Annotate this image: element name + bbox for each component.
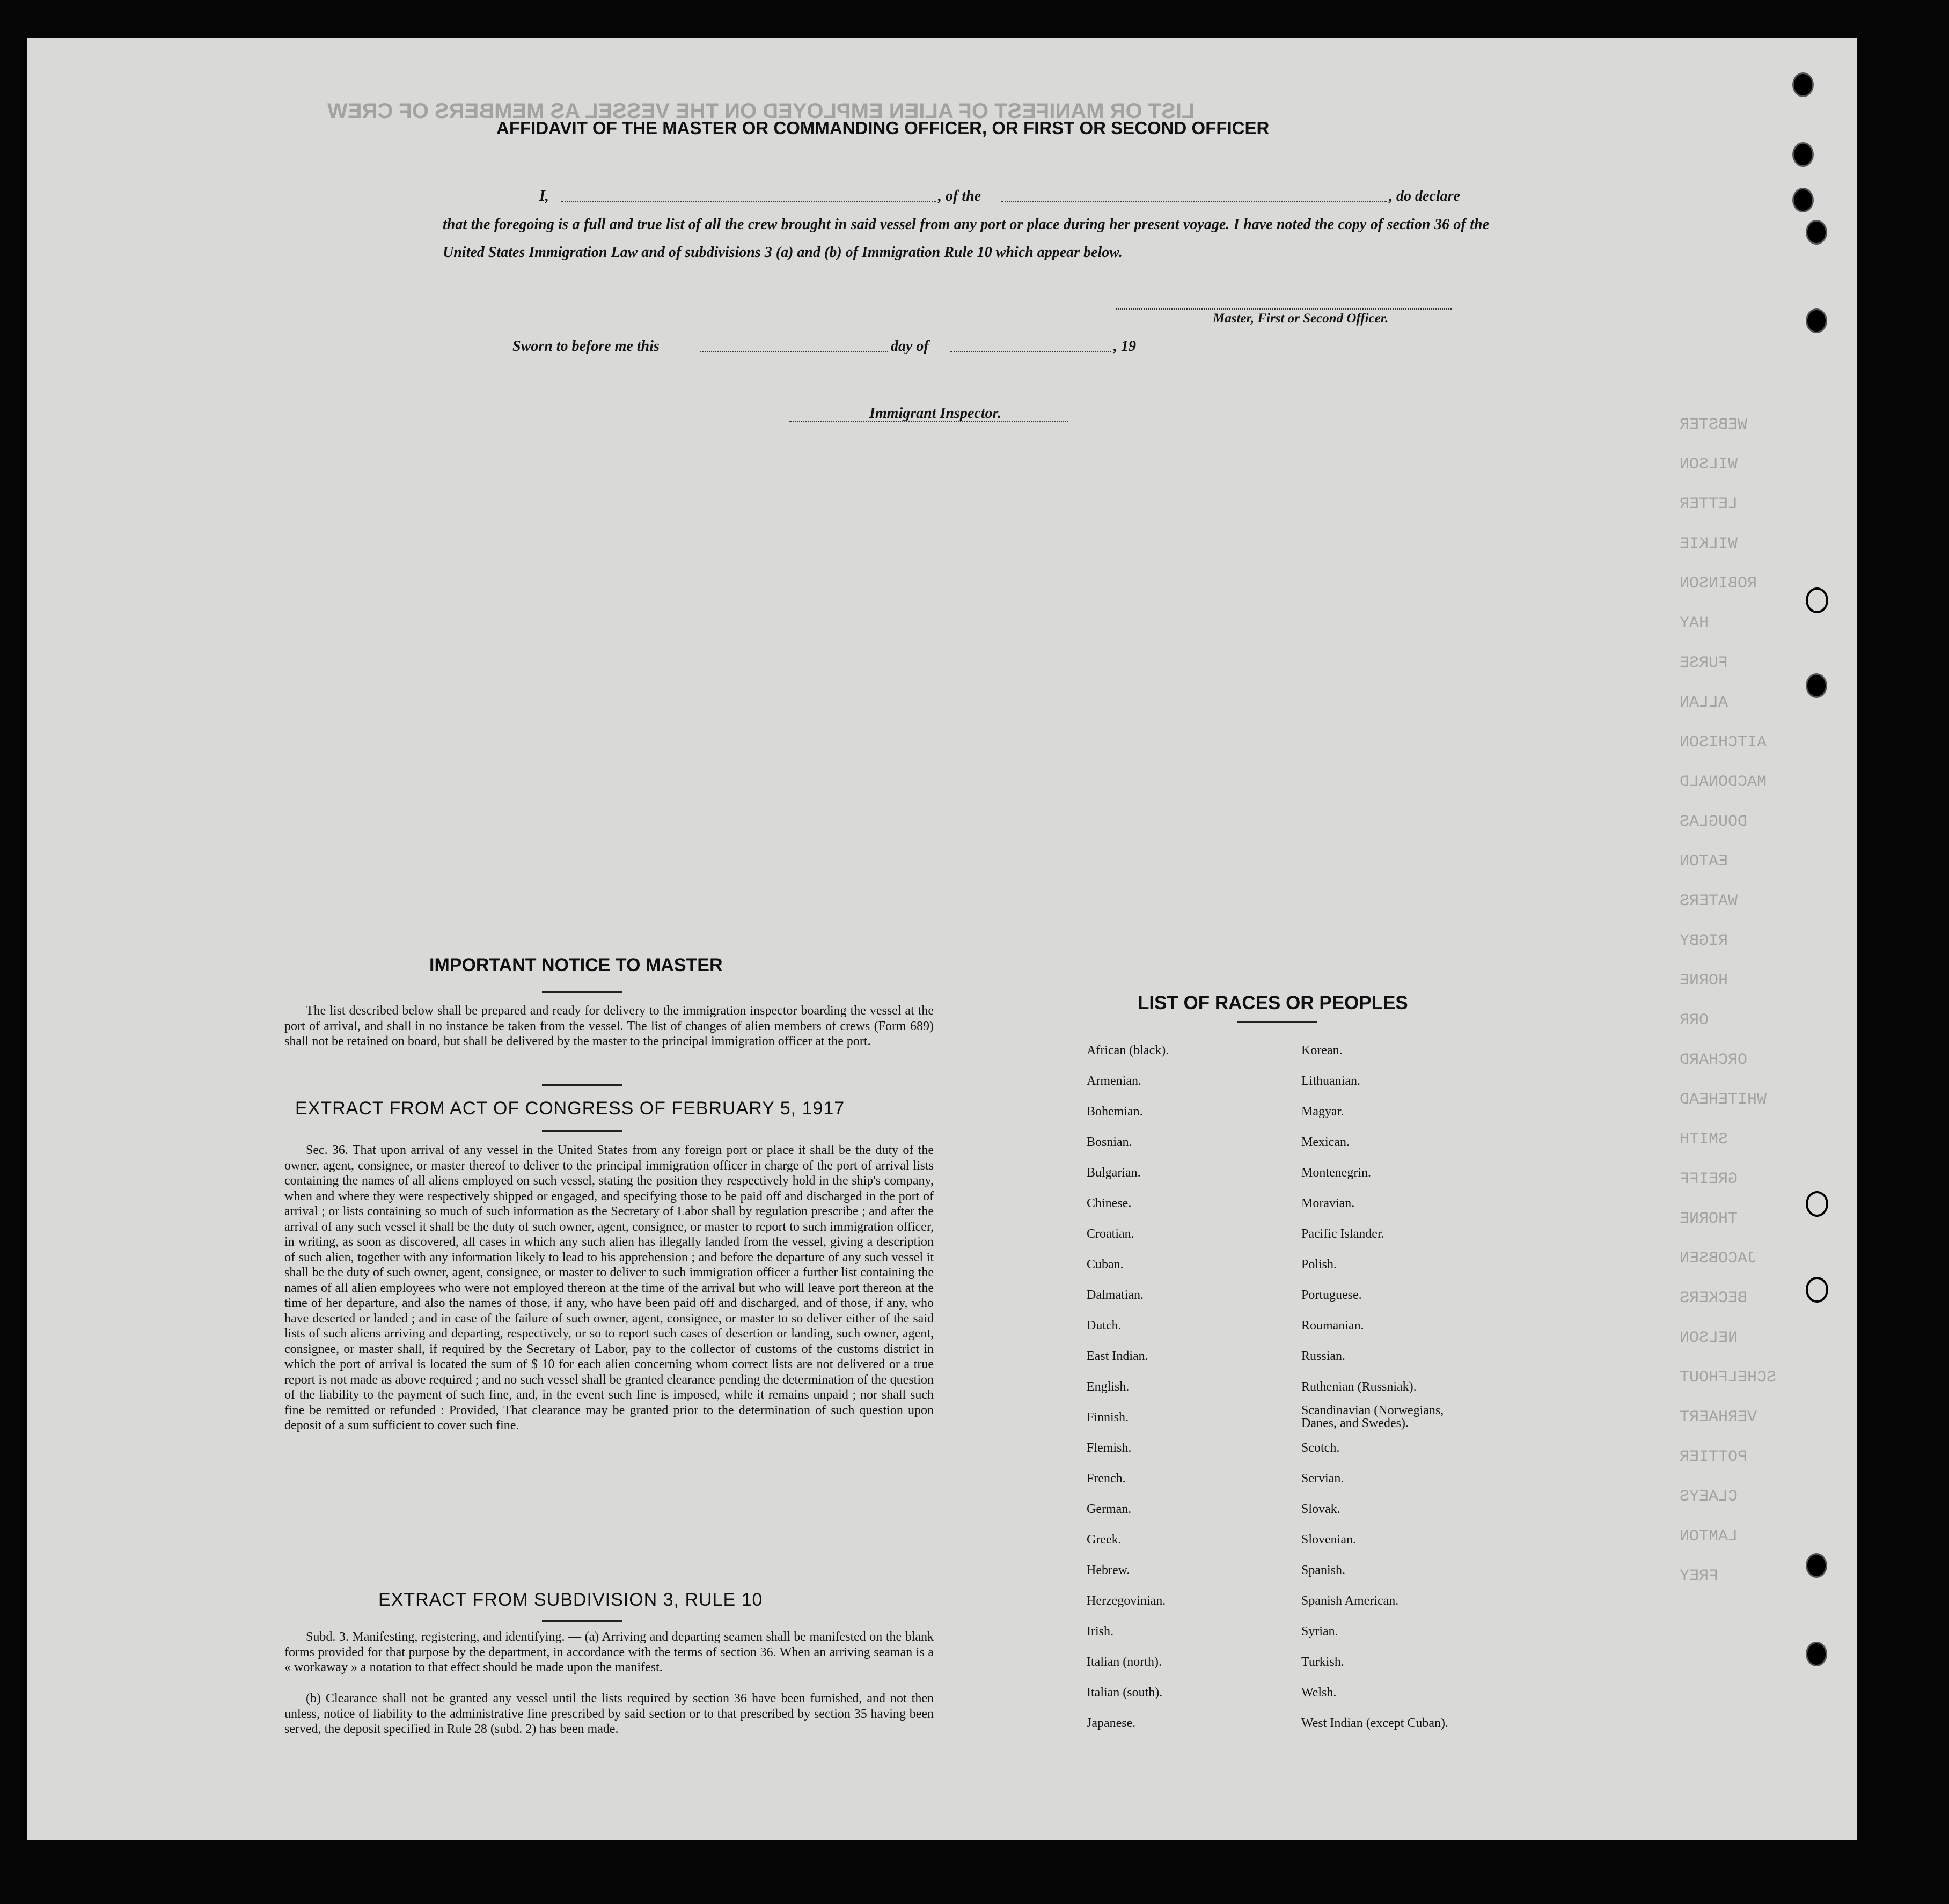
race-item: Bulgarian.: [1087, 1166, 1141, 1180]
inspector-label: Immigrant Inspector.: [869, 405, 1001, 422]
race-item: Montenegrin.: [1301, 1166, 1371, 1180]
name-blank: [561, 201, 936, 202]
bleed-through-name: WILSON: [1680, 455, 1738, 474]
race-item: Portuguese.: [1301, 1288, 1362, 1302]
bleed-through-name: FURSE: [1680, 654, 1728, 672]
signature-blank: [1116, 308, 1452, 310]
bleed-through-name: HORNE: [1680, 972, 1728, 990]
race-item: Spanish.: [1301, 1563, 1346, 1577]
bleed-through-name: WILKIE: [1680, 535, 1738, 553]
bleed-through-header: LIST OR MANIFEST OF ALIEN EMPLOYED ON THE VESSEL AS MEMBERS OF CREW: [327, 99, 1195, 123]
affidavit-line1-of: , of the: [938, 188, 981, 204]
act-rule-bottom: [542, 1130, 622, 1132]
race-item: Syrian.: [1301, 1624, 1338, 1638]
binder-hole: [1806, 1553, 1827, 1578]
affidavit-line1-i: I,: [539, 188, 549, 204]
bleed-through-name: BECKERS: [1680, 1289, 1748, 1307]
race-item: Japanese.: [1087, 1716, 1136, 1730]
race-item: Roumanian.: [1301, 1319, 1364, 1333]
bleed-through-name: ROBINSON: [1680, 575, 1757, 593]
sworn-month-blank: [950, 351, 1111, 352]
race-item: German.: [1087, 1502, 1132, 1516]
rule-para-b: (b) Clearance shall not be granted any vessel until the lists required by section 36 have been furnished, and not then unless, notice of liability to the administrative fine prescribed by said section or to that prescribed by section 35 having been served, the deposit specified in Rule 28 (subd. 2) has been made.: [284, 1692, 934, 1736]
manifest-page: [27, 38, 1857, 1840]
race-item: Spanish American.: [1301, 1594, 1399, 1608]
bleed-through-name: FREY: [1680, 1567, 1719, 1585]
bleed-through-name: VERHAERT: [1680, 1408, 1757, 1427]
race-item: Finnish.: [1087, 1410, 1129, 1424]
race-item: Polish.: [1301, 1258, 1337, 1271]
sworn-day-blank: [700, 351, 888, 352]
sworn-year: , 19: [1113, 338, 1136, 355]
bleed-through-name: LETTER: [1680, 495, 1738, 513]
bleed-through-name: WATERS: [1680, 892, 1738, 910]
bleed-through-name: RIGBY: [1680, 932, 1728, 950]
race-item: Slovenian.: [1301, 1533, 1356, 1547]
bleed-through-name: SCHELFHOUT: [1680, 1369, 1777, 1387]
bleed-through-name: ALLAN: [1680, 694, 1728, 712]
race-item: Hebrew.: [1087, 1563, 1130, 1577]
race-item: Scandinavian (Norwegians, Danes, and Swedes).: [1301, 1403, 1444, 1430]
notice-rule: [542, 991, 622, 993]
race-item: West Indian (except Cuban).: [1301, 1716, 1448, 1730]
race-item: Armenian.: [1087, 1074, 1141, 1088]
race-item: African (black).: [1087, 1043, 1169, 1057]
rule-underline: [542, 1620, 622, 1622]
race-item: East Indian.: [1087, 1349, 1148, 1363]
binder-hole: [1792, 142, 1814, 167]
notice-title: IMPORTANT NOTICE TO MASTER: [429, 955, 723, 975]
vessel-blank: [1001, 201, 1387, 202]
race-item: French.: [1087, 1472, 1126, 1486]
binder-hole: [1792, 72, 1814, 97]
race-item: English.: [1087, 1380, 1130, 1394]
bleed-through-name: EATON: [1680, 852, 1728, 871]
bleed-through-name: NELSON: [1680, 1329, 1738, 1347]
race-item: Greek.: [1087, 1533, 1122, 1547]
race-item: Moravian.: [1301, 1196, 1355, 1210]
bleed-through-name: WEBSTER: [1680, 416, 1748, 434]
sworn-text: Sworn to before me this: [512, 338, 660, 355]
binder-hole: [1806, 1277, 1828, 1303]
act-title: EXTRACT FROM ACT OF CONGRESS OF FEBRUARY 5, 1917: [295, 1098, 845, 1119]
act-body: Sec. 36. That upon arrival of any vessel in the United States from any foreign port or place it shall be the duty of the owner, agent, consignee, or master thereof to deliver to the principal immigration officer in charge of the port of arrival lists containing the names of all aliens employed on such vessel, stating the position they respectively hold in the ship's company, when and where they were respectively shipped or engaged, and specifying those to be paid off and discharged in the port of arrival ; or lists containing so much of such information as the Secretary of Labor shall by regulation prescribe ; and after the arrival of any such vessel it shall be the duty of such owner, agent, consignee, or master to report to such immigration officer, in writing, as soon as discovered, all cases in which any such alien has illegally landed from the vessel, giving a description of such alien, together with any information likely to lead to his apprehension ; and before the departure of any such vessel it shall be the duty of such owner, agent, consignee, or master to deliver to such immigration officer a further list containing the names of all alien employees who were not employed thereon at the time of the arrival but who will leave port thereon at the time of her departure, and also the names of those, if any, who have been paid off and discharged, and of those, if any, who have deserted or landed ; and in case of the failure of such owner, agent, consignee, or master to so deliver either of the said lists of such aliens arriving and departing, respectively, or so to report such cases of desertion or landing, such owner, agent, consignee, or master shall, if required by the Secretary of Labor, pay to the collector of customs of the customs district in which the port of arrival is located the sum of $ 10 for each alien concerning whom correct lists are not delivered or a true report is not made as above required ; and no such vessel shall be granted clearance pending the determination of the question of the liability to the payment of such fine, and, in the event such fine is imposed, while it remains unpaid ; nor shall such fine be remitted or refunded : Provided, That clearance may be granted prior to the determination of such question upon deposit of a sum sufficient to cover such fine.: [284, 1143, 934, 1432]
race-item: Italian (north).: [1087, 1655, 1162, 1669]
race-item: Herzegovinian.: [1087, 1594, 1166, 1608]
race-item: Dutch.: [1087, 1319, 1122, 1333]
signature-label: Master, First or Second Officer.: [1213, 311, 1389, 326]
binder-hole: [1792, 188, 1814, 212]
race-item: Welsh.: [1301, 1686, 1337, 1700]
sworn-day-of: day of: [891, 338, 929, 355]
rule-title: EXTRACT FROM SUBDIVISION 3, RULE 10: [378, 1590, 763, 1610]
affidavit-title: AFFIDAVIT OF THE MASTER OR COMMANDING OFFICER, OR FIRST OR SECOND OFFICER: [496, 118, 1270, 138]
binder-hole: [1806, 220, 1827, 245]
race-item: Turkish.: [1301, 1655, 1344, 1669]
race-item: Bohemian.: [1087, 1105, 1143, 1119]
bleed-through-name: THORNE: [1680, 1210, 1738, 1228]
race-item: Italian (south).: [1087, 1686, 1163, 1700]
binder-hole: [1806, 1642, 1827, 1666]
race-item: Bosnian.: [1087, 1135, 1132, 1149]
race-item: Flemish.: [1087, 1441, 1132, 1455]
race-item: Korean.: [1301, 1043, 1343, 1057]
race-item: Lithuanian.: [1301, 1074, 1360, 1088]
binder-hole: [1806, 673, 1827, 698]
race-item: Scotch.: [1301, 1441, 1340, 1455]
races-title: LIST OF RACES OR PEOPLES: [1138, 993, 1408, 1013]
bleed-through-name: GREIFF: [1680, 1170, 1738, 1188]
race-item: Ruthenian (Russniak).: [1301, 1380, 1417, 1394]
race-item: Servian.: [1301, 1472, 1344, 1486]
race-item: Pacific Islander.: [1301, 1227, 1384, 1241]
race-item: Mexican.: [1301, 1135, 1350, 1149]
race-item: Slovak.: [1301, 1502, 1340, 1516]
race-item: Dalmatian.: [1087, 1288, 1144, 1302]
affidavit-line1-declare: , do declare: [1389, 188, 1460, 204]
race-item: Magyar.: [1301, 1105, 1344, 1119]
bleed-through-name: SMITH: [1680, 1130, 1728, 1149]
races-rule: [1237, 1021, 1317, 1023]
race-item: Cuban.: [1087, 1258, 1124, 1271]
binder-hole: [1806, 308, 1827, 333]
bleed-through-name: WHITEHEAD: [1680, 1091, 1767, 1109]
bleed-through-name: DOUGLAS: [1680, 813, 1748, 831]
race-item: Russian.: [1301, 1349, 1346, 1363]
affidavit-body: that the foregoing is a full and true list of all the crew brought in said vessel from any port or place during her present voyage. I have noted the copy of section 36 of the United States Immigration Law and of subdivisions 3 (a) and (b) of Immigration Rule 10 which appear below.: [443, 216, 1489, 261]
bleed-through-name: ORR: [1680, 1011, 1709, 1030]
notice-body: The list described below shall be prepared and ready for delivery to the immigration inspector boarding the vessel at the port of arrival, and shall in no instance be taken from the vessel. The list of changes of alien members of crews (Form 689) shall not be retained on board, but shall be delivered by the master to the principal immigration officer at the port.: [284, 1004, 934, 1048]
race-item: Chinese.: [1087, 1196, 1132, 1210]
bleed-through-name: MACDONALD: [1680, 773, 1767, 791]
bleed-through-name: HAY: [1680, 614, 1709, 633]
binder-hole: [1806, 1191, 1828, 1217]
race-item: Irish.: [1087, 1624, 1113, 1638]
bleed-through-name: ORCHARD: [1680, 1051, 1748, 1069]
race-item: Croatian.: [1087, 1227, 1134, 1241]
bleed-through-name: LAMTON: [1680, 1527, 1738, 1546]
bleed-through-name: JACOBSEN: [1680, 1249, 1757, 1268]
binder-hole: [1806, 587, 1828, 613]
rule-para-a: Subd. 3. Manifesting, registering, and identifying. — (a) Arriving and departing seamen shall be manifested on the blank forms provided for that purpose by the department, in accordance with the terms of section 36. When an arriving seaman is a « workaway » a notation to that effect should be made upon the manifest.: [284, 1630, 934, 1674]
bleed-through-name: POTTIER: [1680, 1448, 1748, 1466]
bleed-through-name: AITCHISON: [1680, 733, 1767, 752]
act-rule-top: [542, 1084, 622, 1086]
bleed-through-name: CLAEYS: [1680, 1488, 1738, 1506]
